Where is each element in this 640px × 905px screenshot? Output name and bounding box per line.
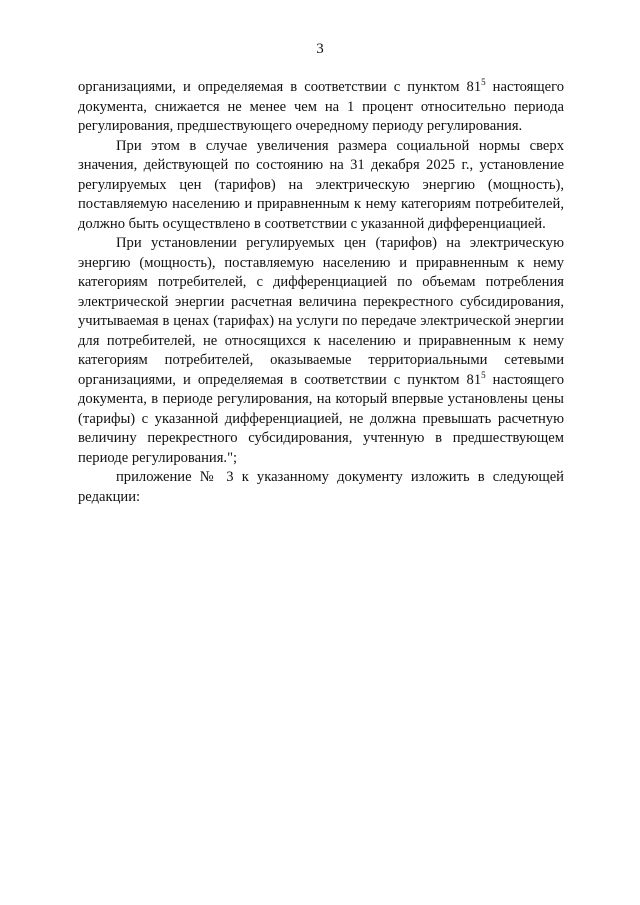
- paragraph-text: настоящего документа, в периоде регулирования, на который впервые установлены цены (тарифы) с указанной дифференциацией, не должна превышать расчетную величину перекрестного субсидирования, учтенную в предшествующем периоде регулирования.";: [78, 371, 565, 466]
- paragraph-text: настоящего документа, снижается не менее чем на 1 процент относительно периода регулирования, предшествующего очередному периоду регулирования.: [78, 79, 565, 134]
- paragraph-text: При этом в случае увеличения размера социальной нормы сверх значения, действующей по состоянию на 31 декабря 2025 г., установление регулируемых цен (тарифов) на электрическую энергию (мощность), поставляемую населению и приравненным к нему категориям потребителей, должно быть осуществлено в соответствии с указанной дифференциацией.: [78, 137, 564, 232]
- paragraph-text: организациями, и определяемая в соответствии с пунктом 81: [78, 79, 482, 95]
- paragraph-continuation: [78, 78, 564, 137]
- document-body: [78, 78, 564, 507]
- superscript-marker: 5: [481, 77, 486, 87]
- paragraph-appendix-instruction: [78, 468, 564, 507]
- paragraph-text: приложение № 3 к указанному документу изложить в следующей редакции:: [78, 469, 564, 505]
- paragraph-tariff-setting: [78, 234, 564, 468]
- page-number: 3: [316, 41, 324, 57]
- superscript-marker: 5: [481, 369, 486, 380]
- paragraph-text: При установлении регулируемых цен (тарифов) на электрическую энергию (мощность), поставляемую населению и приравненным к нему категориям потребителей, с дифференциацией по объемам потребления электрической энергии расчетная величина перекрестного субсидирования, учитываемая в ценах (тарифах) на услуги по передаче электрической энергии для потребителей, не относящихся к населению и приравненным к нему категориям потребителей, оказываемые территориальными сетевыми организациями, и определяемая в соответствии с пунктом 81: [78, 235, 564, 388]
- paragraph-social-norm: [78, 137, 564, 235]
